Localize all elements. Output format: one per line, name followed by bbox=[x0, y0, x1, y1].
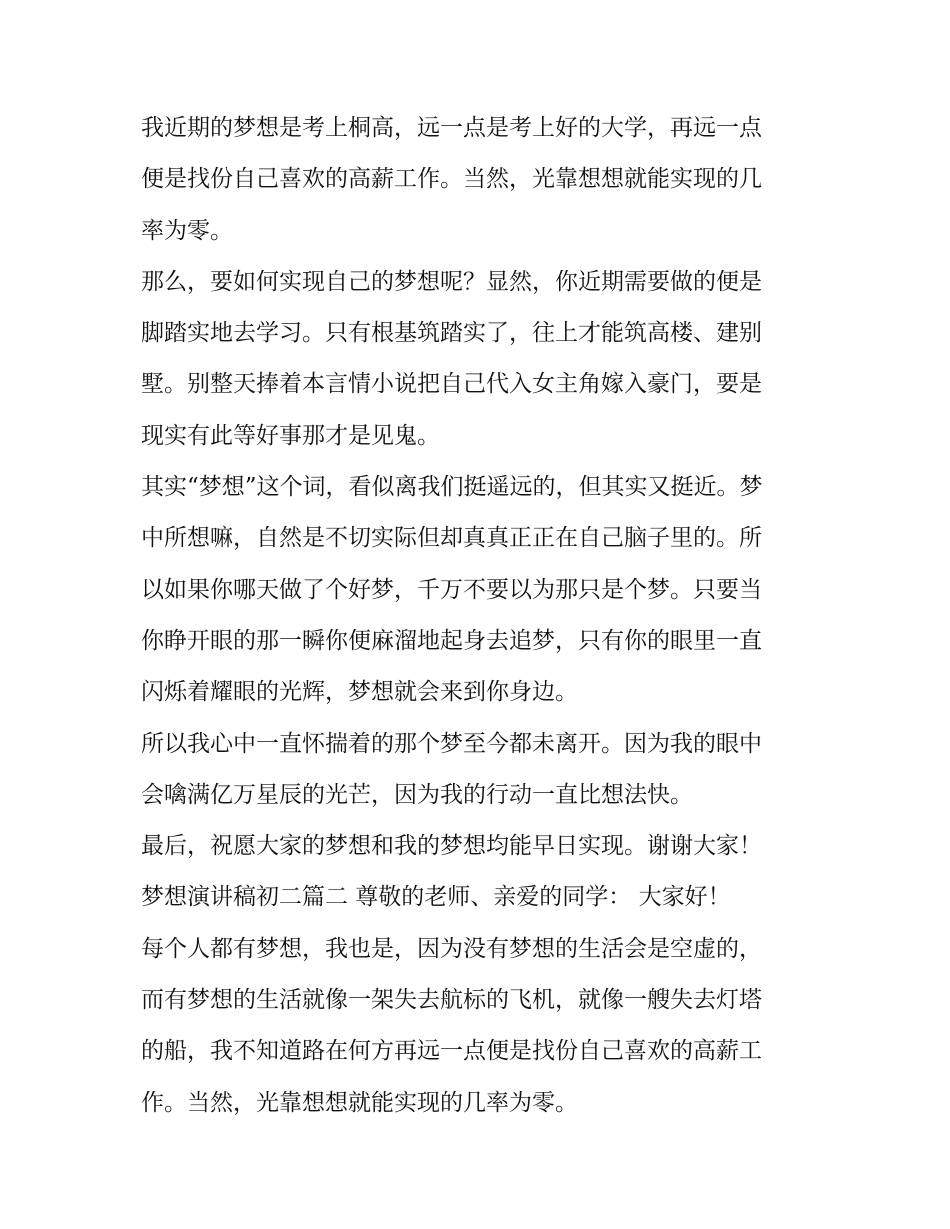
paragraph-how-to-achieve bbox=[141, 257, 813, 462]
paragraph-dream-persists bbox=[141, 719, 813, 822]
text-line: 那么，要如何实现自己的梦想呢？显然，你近期需要做的便是 bbox=[141, 268, 762, 295]
text-line: 作。当然，光靠想想就能实现的几率为零。 bbox=[141, 1089, 578, 1116]
text-line: 最后，祝愿大家的梦想和我的梦想均能早日实现。谢谢大家！ bbox=[141, 833, 762, 860]
text-line: 便是找份自己喜欢的高薪工作。当然，光靠想想就能实现的几 bbox=[141, 166, 762, 193]
text-line: 而有梦想的生活就像一架失去航标的飞机，就像一艘失去灯塔 bbox=[141, 987, 762, 1014]
text-line: 中所想嘛，自然是不切实际但却真真正正在自己脑子里的。所 bbox=[141, 525, 762, 552]
text-line: 每个人都有梦想，我也是，因为没有梦想的生活会是空虚的， bbox=[141, 935, 762, 962]
paragraph-everyone-has-dreams bbox=[141, 924, 813, 1129]
text-line: 以如果你哪天做了个好梦，千万不要以为那只是个梦。只要当 bbox=[141, 576, 762, 603]
paragraph-dream-meaning bbox=[141, 462, 813, 718]
paragraph-second-speech-heading bbox=[141, 872, 813, 923]
text-line: 脚踏实地去学习。只有根基筑踏实了，往上才能筑高楼、建别 bbox=[141, 320, 762, 347]
text-line: 梦想演讲稿初二篇二 尊敬的老师、亲爱的同学： 大家好！ bbox=[141, 884, 731, 911]
text-line: 所以我心中一直怀揣着的那个梦至今都未离开。因为我的眼中 bbox=[141, 730, 762, 757]
text-line: 你睁开眼的那一瞬你便麻溜地起身去追梦，只有你的眼里一直 bbox=[141, 627, 762, 654]
text-line: 其实“梦想”这个词，看似离我们挺遥远的，但其实又挺近。梦 bbox=[141, 474, 763, 501]
text-line: 会噙满亿万星辰的光芒，因为我的行动一直比想法快。 bbox=[141, 781, 693, 808]
text-line: 率为零。 bbox=[141, 217, 233, 244]
text-line: 我近期的梦想是考上桐高，远一点是考上好的大学，再远一点 bbox=[141, 115, 762, 141]
text-line: 现实有此等好事那才是见鬼。 bbox=[141, 422, 440, 449]
paragraph-dream-goals bbox=[141, 103, 813, 257]
text-line: 的船，我不知道路在何方再远一点便是找份自己喜欢的高薪工 bbox=[141, 1038, 762, 1065]
text-line: 闪烁着耀眼的光辉，梦想就会来到你身边。 bbox=[141, 679, 578, 706]
text-line: 墅。别整天捧着本言情小说把自己代入女主角嫁入豪门，要是 bbox=[141, 371, 762, 398]
document-body bbox=[141, 103, 813, 1129]
paragraph-closing-wishes bbox=[141, 821, 813, 872]
